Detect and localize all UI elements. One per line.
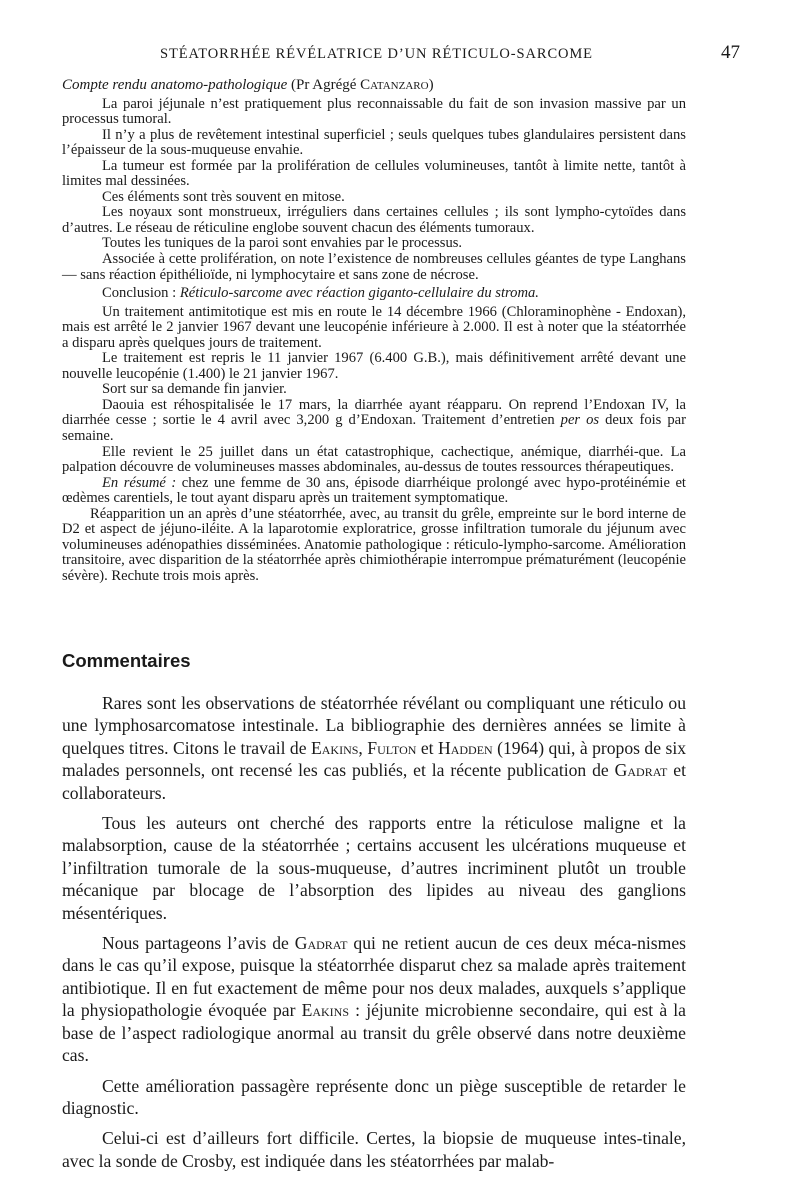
section-heading: Commentaires	[62, 650, 191, 671]
report-conclusion	[62, 286, 686, 302]
body-text: ,	[358, 737, 368, 758]
report-heading-pre: (Pr Agrégé	[291, 77, 361, 93]
clinical-paragraph: Le traitement est repris le 11 janvier 1967 (6.400 G.B.), mais définitivement arrêté devant une nouvelle leucopénie (1.400) le 21 janvier 1967.	[62, 350, 686, 382]
clinical-paragraph: Sort sur sa demande fin janvier.	[102, 381, 287, 398]
report-paragraph: Ces éléments sont très souvent en mitose.	[102, 188, 345, 205]
summary-label: En résumé :	[102, 474, 177, 491]
report-heading-title: Compte rendu anatomo-pathologique	[62, 77, 288, 93]
report-paragraph: Il n’y a plus de revêtement intestinal superficiel ; seuls quelques tubes glandulaires persistent dans l’épaisseur de la sous-muqueuse envahie.	[62, 126, 686, 159]
commentaires-section	[62, 692, 686, 1172]
author-name: Eakins	[311, 737, 359, 758]
clinical-text: Daouia est réhospitalisée le 17 mars, la diarrhée ayant réapparu. On reprend l’Endoxan IV, la diarrhée cesse ; sortie le 4 avril avec 3,200 g d’Endoxan. Traitement d’entretien	[62, 396, 686, 429]
body-text: Rares sont les observations de stéatorrhée révélant ou compliquant une réticulo ou une lymphosarcomatose intestinale. La bibliographie des dernières années se limite à quelques titres. Citons le travail de	[62, 693, 686, 758]
body-paragraph	[62, 932, 686, 1066]
body-text: Nous partageons l’avis de	[102, 933, 295, 954]
body-text: qui ne retient aucun de ces deux méca-nismes dans le cas qu’il expose, puisque la stéatorrhée disparut chez sa malade après traitement antibiotique. Il en fut exactement de même pour nos deux malades, auxquels s’applique la physiopathologie évoquée par	[62, 933, 686, 1021]
body-text: et	[416, 737, 438, 758]
clinical-paragraph: Un traitement antimitotique est mis en route le 14 décembre 1966 (Chloraminophène - Endoxan), mais est arrêté le 2 janvier 1967 devant une leucopénie inférieure à 2.000. Il est à noter que la stéatorrhée a disparu après quelques jours de traitement.	[62, 303, 686, 351]
report-heading-post: )	[428, 77, 434, 93]
report-heading	[62, 78, 686, 94]
conclusion-label: Conclusion :	[102, 285, 180, 302]
report-paragraph: La paroi jéjunale n’est pratiquement plus reconnaissable du fait de son invasion massive par un processus tumoral.	[62, 95, 686, 128]
body-text: : jéjunite microbienne secondaire, qui est à la base de l’aspect radiologique anormal au transit du grêle observé dans notre deuxième cas.	[62, 1000, 686, 1066]
body-paragraph: Tous les auteurs ont cherché des rapports entre la réticulose maligne et la malabsorption, cause de la stéatorrhée ; certains accusent les ulcérations muqueuse et l’infiltration tumorale de la sous-muqueuse, d’autres incriminent plutôt un trouble mécanique par blocage de l’absorption des lipides au niveau des ganglions mésentériques.	[62, 813, 686, 923]
summary-paragraph	[62, 476, 686, 507]
summary-text: chez une femme de 30 ans, épisode diarrhéique prolongé avec hypo-protéinémie et œdèmes carentiels, le tout ayant disparu après un traitement symptomatique.	[62, 474, 686, 507]
body-paragraph: Celui-ci est d’ailleurs fort difficile. Certes, la biopsie de muqueuse intes-tinale, avec la sonde de Crosby, est indiquée dans les stéatorrhées par malab-	[62, 1128, 686, 1171]
report-paragraph: Associée à cette prolifération, on note l’existence de nombreuses cellules géantes de type Langhans — sans réaction épithélioïde, ni lymphocytaire et sans zone de nécrose.	[62, 251, 686, 283]
conclusion-text: Réticulo-sarcome avec réaction giganto-cellulaire du stroma.	[179, 285, 539, 302]
clinical-paragraph	[62, 398, 686, 445]
case-report-section	[62, 78, 686, 585]
author-name: Eakins	[301, 1000, 350, 1021]
body-text: et collaborateurs.	[62, 760, 686, 803]
author-name: Hadden	[438, 737, 493, 758]
author-name: Gadrat	[294, 933, 348, 954]
report-paragraph: Toutes les tuniques de la paroi sont envahies par le processus.	[102, 235, 463, 252]
author-name: Gadrat	[614, 760, 668, 781]
body-text: (1964) qui, à propos de six malades personnels, ont recensé les cas publiés, et la récente publication de	[62, 737, 687, 781]
clinical-paragraph: Elle revient le 25 juillet dans un état catastrophique, cachectique, anémique, diarrhéi-que. La palpation découvre de volumineuses masses abdominales, au-dessus de toutes ressources thérapeutiques.	[62, 443, 686, 476]
summary-paragraph: Réapparition un an après d’une stéatorrhée, avec, au transit du grêle, empreinte sur le bord interne de D2 et aspect de jéjuno-iléite. A la laparotomie exploratrice, grosse infiltration tumorale du jéjunum avec volumineuses adénopathies disséminées. Anatomie pathologique : réticulo-lympho-sarcome. Amélioration transitoire, avec disparition de la stéatorrhée après chimiothérapie interrompue prématurément (leucopénie sévère). Rechute trois mois après.	[62, 505, 686, 584]
running-title: STÉATORRHÉE RÉVÉLATRICE D’UN RÉTICULO-SARCOME	[160, 46, 593, 62]
report-paragraph: La tumeur est formée par la prolifération de cellules volumineuses, tantôt à limite nette, tantôt à limites mal dessinées.	[62, 157, 686, 190]
report-heading-author: Catanzaro	[360, 77, 429, 93]
body-paragraph: Cette amélioration passagère représente donc un piège susceptible de retarder le diagnostic.	[62, 1075, 686, 1118]
clinical-italic: per os	[560, 412, 600, 429]
report-paragraph: Les noyaux sont monstrueux, irréguliers dans certaines cellules ; ils sont lympho-cytoïdes dans d’autres. Le réseau de réticuline englobe souvent chacun des éléments tumoraux.	[62, 204, 686, 236]
author-name: Fulton	[367, 737, 417, 758]
clinical-text: deux fois par semaine.	[62, 412, 686, 445]
body-paragraph	[62, 692, 686, 804]
page-number: 47	[721, 42, 740, 63]
